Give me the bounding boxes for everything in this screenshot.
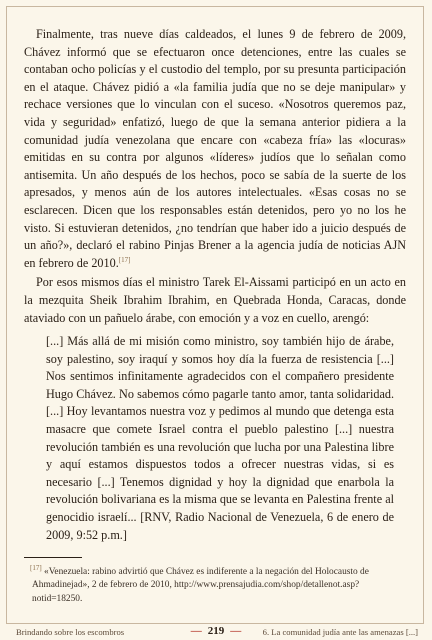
footnote-reference: [17] xyxy=(118,255,131,264)
page-footer xyxy=(0,624,432,640)
dash-left: — xyxy=(190,625,202,637)
paragraph-text: Finalmente, tras nueve días caldeados, el lunes 9 de febrero de 2009, Chávez informó que se efectuaron once detenciones, entre las cuales se contaban ocho policías y el custodio del templo, por su presunta participación en el ataque. Chávez pidió a «la familia judía que no se deje manipular» y rechace versiones que lo vinculan con el suceso. «Nosotros queremos paz, vida y seguridad» enfatizó, luego de que la semana anterior pidiera a la comunidad judía venezolana que encare con «cabeza fría» las «locuras» emitidas en su contra por algunos «líderes» judíos que lo señalan como antisemita. Un año después de los hechos, poco se sabía de la suerte de los apresados, y menos aún de los autores intelectuales. «Esas cosas no se esclarecen. Dicen que los responsables están detenidos, pero yo no los he visto. Si estuvieran detenidos, ¿no tendrían que haber ido a juicio después de un año?», declaró el rabino Pinjas Brener a la agencia judía de noticias AJN en febrero de 2010. xyxy=(24,27,406,270)
footnote-marker: [17] xyxy=(30,563,42,572)
running-title: Brindando sobre los escombros xyxy=(16,627,125,637)
page-number: 219 xyxy=(207,625,225,637)
main-text xyxy=(24,26,406,544)
block-quote: [...] Más allá de mi misión como ministro, soy también hijo de árabe, soy palestino, soy iraquí y somos hoy día la fuerza de resistencia [...] Nos sentimos infinitamente agradecidos con el compañero presidente Hugo Chávez. No sabemos cómo pagarle tanto amor, tanta solidaridad. [...] Hoy levantamos nuestra voz y pedimos al mundo que detenga esta masacre que comete Israel contra el pueblo palestino [...] nuestra revolución también es una revolución que lucha por una Palestina libre y aquí estamos dispuestos todos a ofrecer nuestras vidas, si es necesario [...] Tenemos dignidad y hoy la dignidad que enarbola la revolución bolivariana es la misma que se levanta en Palestina frente al genocidio israelí... [RNV, Radio Nacional de Venezuela, 6 de enero de 2009, 9:52 p.m.] xyxy=(46,334,394,542)
body-paragraph-1 xyxy=(24,26,406,272)
footnote-text: «Venezuela: rabino advirtió que Chávez es indiferente a la negación del Holocausto de Ahmadinejad», 2 de febrero de 2010, http://www.prensajudia.com/shop/detallenot.asp?notid=18250. xyxy=(32,567,369,604)
footnote-divider xyxy=(24,557,82,558)
chapter-title: 6. La comunidad judía ante las amenazas [...] xyxy=(262,627,418,637)
body-paragraph-2: Por esos mismos días el ministro Tarek El-Aissami participó en un acto en la mezquita Sheik Ibrahim Ibrahim, en Quebrada Honda, Caracas, donde ataviado con un pañuelo árabe, con emoción y a voz en cuello, arengó: xyxy=(24,275,406,325)
footnote xyxy=(24,563,404,606)
dash-right: — xyxy=(230,625,242,637)
